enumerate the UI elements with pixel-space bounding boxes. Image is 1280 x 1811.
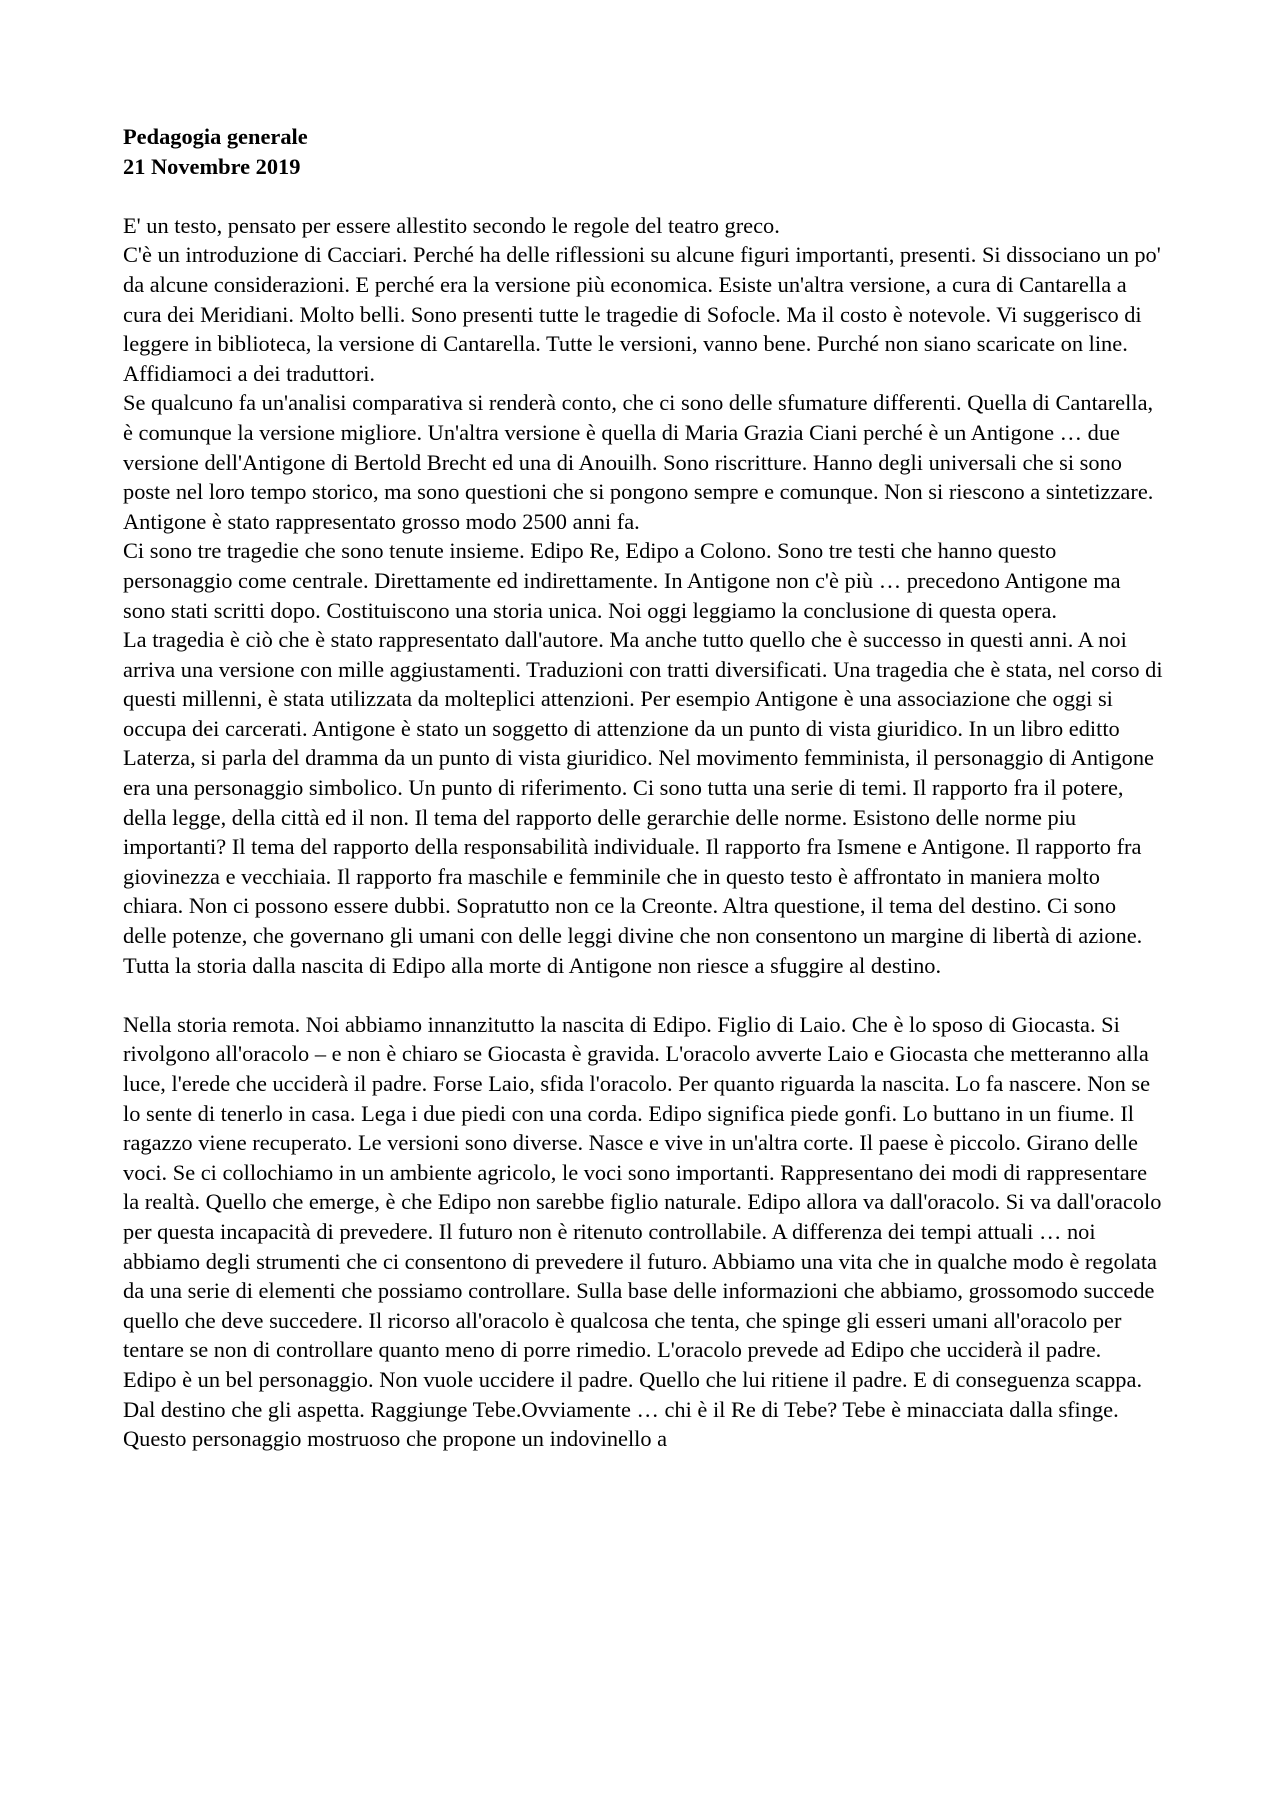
paragraph: E' un testo, pensato per essere allestito secondo le regole del teatro greco. (123, 212, 780, 238)
document-page (123, 122, 1163, 1454)
document-date: 21 Novembre 2019 (123, 153, 301, 179)
paragraph: Ci sono tre tragedie che sono tenute insieme. Edipo Re, Edipo a Colono. Sono tre testi che hanno questo personaggio come centrale. Direttamente ed indirettamente. In Antigone non c'è più … precedono Antigone ma sono stati scritti dopo. Costituiscono una storia unica. Noi oggi leggiamo la conclusione di questa opera. (123, 538, 1121, 623)
paragraph: Antigone è stato rappresentato grosso modo 2500 anni fa. (123, 508, 640, 534)
spacer (123, 181, 1163, 211)
document-title: Pedagogia generale (123, 124, 308, 149)
paragraph: Nella storia remota. Noi abbiamo innanzitutto la nascita di Edipo. Figlio di Laio. Che è lo sposo di Giocasta. Si rivolgono all'oracolo – e non è chiaro se Giocasta è gravida. L'oracolo avverte Laio e Giocasta che metteranno alla luce, l'erede che ucciderà il padre. Forse Laio, sfida l'oracolo. Per quanto riguarda la nascita. Lo fa nascere. Non se lo sente di tenerlo in casa. Lega i due piedi con una corda. Edipo significa piede gonfi. Lo buttano in un fiume. Il ragazzo viene recuperato. Le versioni sono diverse. Nasce e vive in un'altra corte. Il paese è piccolo. Girano delle voci. Se ci collochiamo in un ambiente agricolo, le voci sono importanti. Rappresentano dei modi di rappresentare la realtà. Quello che emerge, è che Edipo non sarebbe figlio naturale. Edipo allora va dall'oracolo. Si va dall'oracolo per questa incapacità di prevedere. Il futuro non è ritenuto controllabile. A differenza dei tempi attuali … noi abbiamo degli strumenti che ci consentono di prevedere il futuro. Abbiamo una vita che in qualche modo è regolata da una serie di elementi che possiamo controllare. Sulla base delle informazioni che abbiamo, grossomodo succede quello che deve succedere. Il ricorso all'oracolo è qualcosa che tenta, che spinge gli esseri umani all'oracolo per tentare se non di controllare quanto meno di porre rimedio. L'oracolo prevede ad Edipo che ucciderà il padre. (123, 1011, 1162, 1363)
paragraph: Edipo è un bel personaggio. Non vuole uccidere il padre. Quello che lui ritiene il padre. E di conseguenza scappa. Dal destino che gli aspetta. Raggiunge Tebe.Ovviamente … chi è il Re di Tebe? Tebe è minacciata dalla sfinge. Questo personaggio mostruoso che propone un indovinello a (123, 1366, 1143, 1452)
paragraph: C'è un introduzione di Cacciari. Perché ha delle riflessioni su alcune figuri importanti, presenti. Si dissociano un po' da alcune considerazioni. E perché era la versione più economica. Esiste un'altra versione, a cura di Cantarella a cura dei Meridiani. Molto belli. Sono presenti tutte le tragedie di Sofocle. Ma il costo è notevole. Vi suggerisco di leggere in biblioteca, la versione di Cantarella. Tutte le versioni, vanno bene. Purché non siano scaricate on line. Affidiamoci a dei traduttori. (123, 242, 1161, 386)
spacer (123, 980, 1163, 1010)
paragraph: La tragedia è ciò che è stato rappresentato dall'autore. Ma anche tutto quello che è successo in questi anni. A noi arriva una versione con mille aggiustamenti. Traduzioni con tratti diversificati. Una tragedia che è stata, nel corso di questi millenni, è stata utilizzata da molteplici attenzioni. Per esempio Antigone è una associazione che oggi si occupa dei carcerati. Antigone è stato un soggetto di attenzione da un punto di vista giuridico. In un libro editto Laterza, si parla del dramma da un punto di vista giuridico. Nel movimento femminista, il personaggio di Antigone era una personaggio simbolico. Un punto di riferimento. Ci sono tutta una serie di temi. Il rapporto fra il potere, della legge, della città ed il non. Il tema del rapporto delle gerarchie delle norme. Esistono delle norme piu importanti? Il tema del rapporto della responsabilità individuale. Il rapporto fra Ismene e Antigone. Il rapporto fra giovinezza e vecchiaia. Il rapporto fra maschile e femminile che in questo testo è affrontato in maniera molto chiara. Non ci possono essere dubbi. Sopratutto non ce la Creonte. Altra questione, il tema del destino. Ci sono delle potenze, che governano gli umani con delle leggi divine che non consentono un margine di libertà di azione. Tutta la storia dalla nascita di Edipo alla morte di Antigone non riesce a sfuggire al destino. (123, 627, 1163, 978)
paragraph: Se qualcuno fa un'analisi comparativa si renderà conto, che ci sono delle sfumature differenti. Quella di Cantarella, è comunque la versione migliore. Un'altra versione è quella di Maria Grazia Ciani perché è un Antigone … due versione dell'Antigone di Bertold Brecht ed una di Anouilh. Sono riscritture. Hanno degli universali che si sono poste nel loro tempo storico, ma sono questioni che si pongono sempre e comunque. Non si riescono a sintetizzare. (123, 390, 1154, 505)
